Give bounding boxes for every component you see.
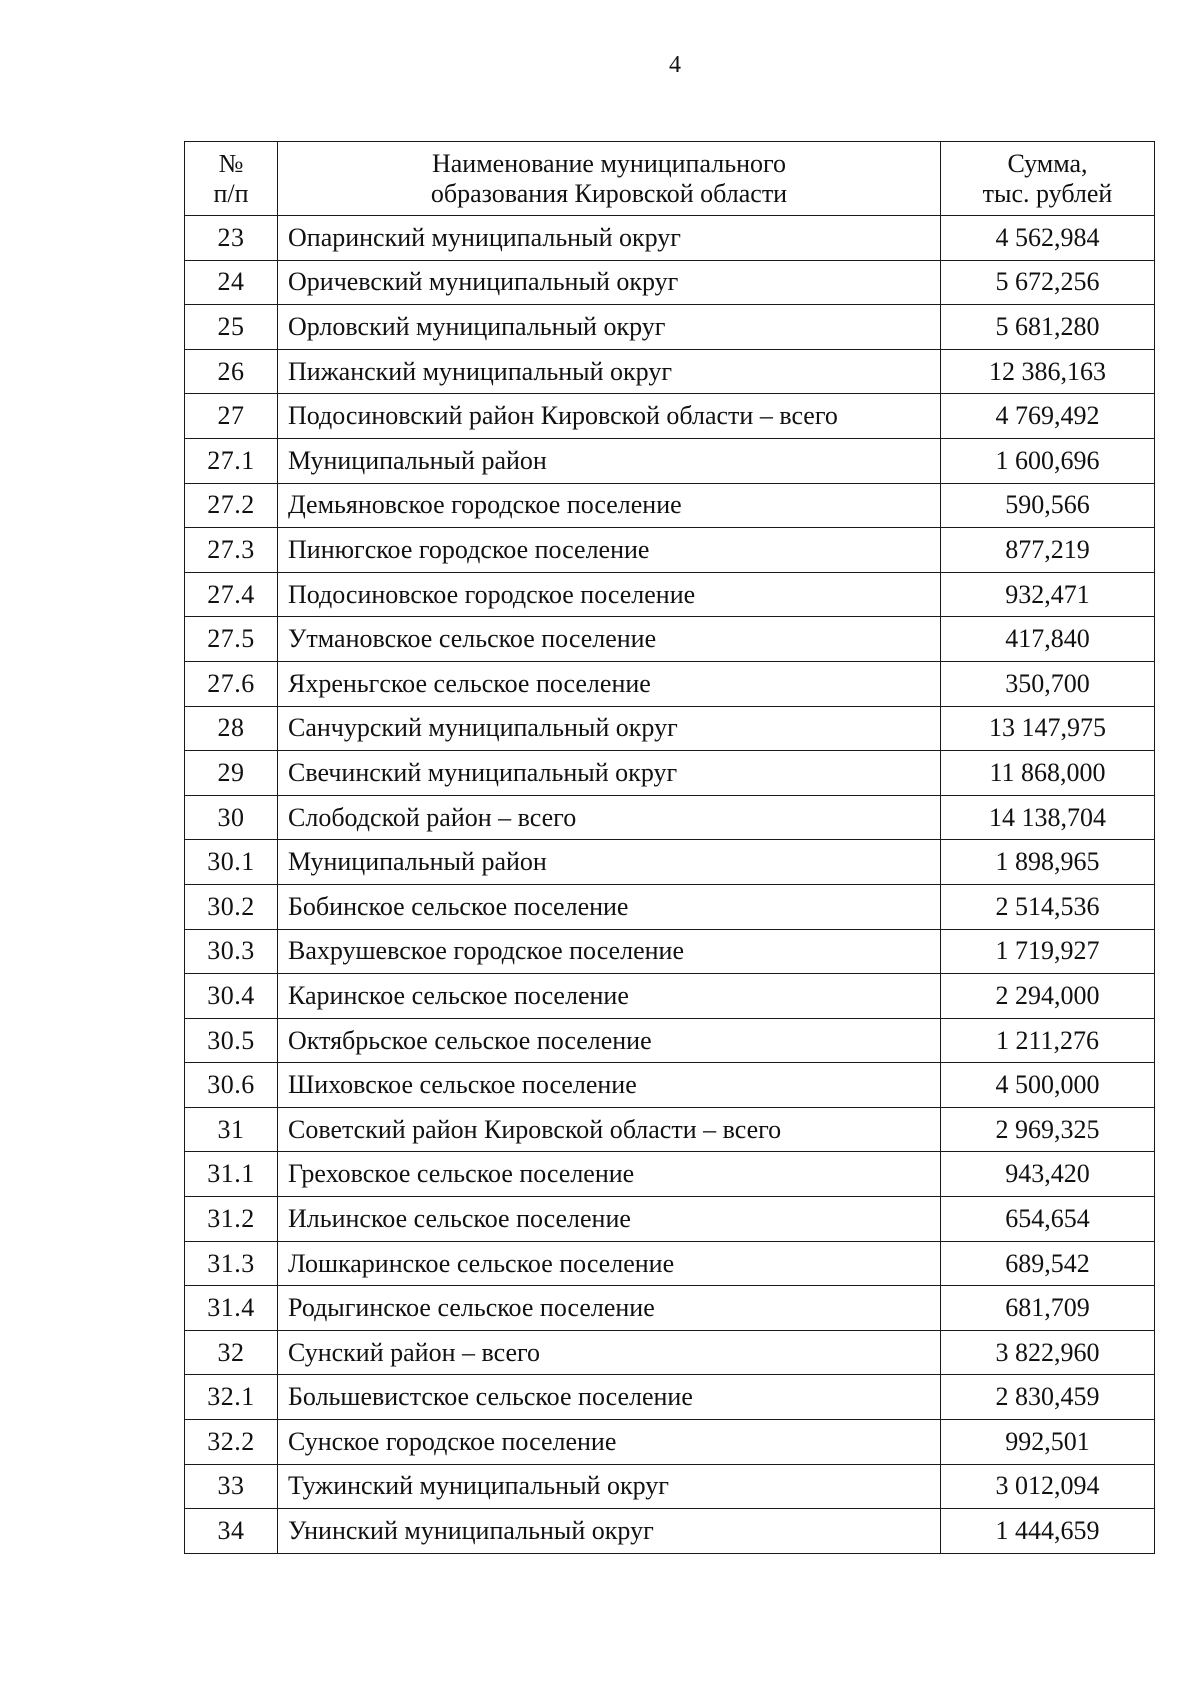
amount: 689,542 [941, 1241, 1155, 1286]
amount: 5 681,280 [941, 305, 1155, 350]
row-number: 30.6 [185, 1063, 278, 1108]
row-number: 33 [185, 1464, 278, 1509]
municipality-name: Шиховское сельское поселение [278, 1063, 941, 1108]
amount: 1 600,696 [941, 438, 1155, 483]
row-number: 29 [185, 751, 278, 796]
amount: 654,654 [941, 1197, 1155, 1242]
header-num [185, 142, 278, 216]
municipality-name: Оричевский муниципальный округ [278, 260, 941, 305]
amount: 3 012,094 [941, 1464, 1155, 1509]
municipality-name: Бобинское сельское поселение [278, 884, 941, 929]
table-row [185, 706, 1155, 751]
municipality-name: Тужинский муниципальный округ [278, 1464, 941, 1509]
row-number: 30 [185, 795, 278, 840]
municipality-name: Вахрушевское городское поселение [278, 929, 941, 974]
table-row [185, 795, 1155, 840]
amount: 2 969,325 [941, 1107, 1155, 1152]
row-number: 27.5 [185, 617, 278, 662]
table-row [185, 528, 1155, 573]
amount: 932,471 [941, 572, 1155, 617]
municipality-name: Орловский муниципальный округ [278, 305, 941, 350]
row-number: 30.5 [185, 1018, 278, 1063]
table-row [185, 1241, 1155, 1286]
row-number: 34 [185, 1509, 278, 1554]
amount: 4 562,984 [941, 216, 1155, 261]
amount: 2 830,459 [941, 1375, 1155, 1420]
municipality-name: Пижанский муниципальный округ [278, 349, 941, 394]
amount: 13 147,975 [941, 706, 1155, 751]
amount: 681,709 [941, 1286, 1155, 1331]
header-row [185, 142, 1155, 216]
table-row [185, 1152, 1155, 1197]
header-num-line1: № [218, 148, 244, 178]
row-number: 27 [185, 394, 278, 439]
row-number: 23 [185, 216, 278, 261]
table-row [185, 1107, 1155, 1152]
row-number: 31 [185, 1107, 278, 1152]
municipality-name: Сунский район – всего [278, 1330, 941, 1375]
municipality-name: Большевистское сельское поселение [278, 1375, 941, 1420]
row-number: 28 [185, 706, 278, 751]
municipality-name: Пинюгское городское поселение [278, 528, 941, 573]
table-row [185, 751, 1155, 796]
municipality-name: Санчурский муниципальный округ [278, 706, 941, 751]
table-row [185, 260, 1155, 305]
table-row [185, 1063, 1155, 1108]
row-number: 27.6 [185, 661, 278, 706]
amount: 4 500,000 [941, 1063, 1155, 1108]
table-row [185, 840, 1155, 885]
row-number: 27.1 [185, 438, 278, 483]
row-number: 30.2 [185, 884, 278, 929]
table-row [185, 1464, 1155, 1509]
table-row [185, 1375, 1155, 1420]
municipality-name: Каринское сельское поселение [278, 974, 941, 1019]
header-sum-line1: Сумма, [1007, 148, 1088, 178]
header-sum [941, 142, 1155, 216]
row-number: 27.3 [185, 528, 278, 573]
municipality-name: Демьяновское городское поселение [278, 483, 941, 528]
municipality-name: Унинский муниципальный округ [278, 1509, 941, 1554]
row-number: 27.4 [185, 572, 278, 617]
amount: 943,420 [941, 1152, 1155, 1197]
row-number: 32 [185, 1330, 278, 1375]
amount: 3 822,960 [941, 1330, 1155, 1375]
row-number: 27.2 [185, 483, 278, 528]
amount: 5 672,256 [941, 260, 1155, 305]
municipality-name: Родыгинское сельское поселение [278, 1286, 941, 1331]
municipality-name: Подосиновский район Кировской области – всего [278, 394, 941, 439]
header-name [278, 142, 941, 216]
table-row [185, 1509, 1155, 1554]
amount: 1 719,927 [941, 929, 1155, 974]
row-number: 24 [185, 260, 278, 305]
table-body [185, 216, 1155, 1554]
amount: 992,501 [941, 1420, 1155, 1465]
municipality-name: Греховское сельское поселение [278, 1152, 941, 1197]
amount: 2 294,000 [941, 974, 1155, 1019]
header-sum-line2: тыс. рублей [982, 178, 1113, 208]
row-number: 31.4 [185, 1286, 278, 1331]
amount: 12 386,163 [941, 349, 1155, 394]
table-header [185, 142, 1155, 216]
amount: 11 868,000 [941, 751, 1155, 796]
municipality-name: Октябрьское сельское поселение [278, 1018, 941, 1063]
table-row [185, 1197, 1155, 1242]
municipality-name: Свечинский муниципальный округ [278, 751, 941, 796]
header-name-line2: образования Кировской области [430, 178, 788, 208]
municipality-name: Советский район Кировской области – всего [278, 1107, 941, 1152]
municipality-name: Слободской район – всего [278, 795, 941, 840]
amount: 1 211,276 [941, 1018, 1155, 1063]
amount: 1 898,965 [941, 840, 1155, 885]
amount: 417,840 [941, 617, 1155, 662]
row-number: 32.1 [185, 1375, 278, 1420]
table-row [185, 929, 1155, 974]
table-row [185, 483, 1155, 528]
municipality-name: Опаринский муниципальный округ [278, 216, 941, 261]
table-row [185, 1018, 1155, 1063]
row-number: 31.2 [185, 1197, 278, 1242]
table-row [185, 661, 1155, 706]
municipality-name: Яхреньгское сельское поселение [278, 661, 941, 706]
municipality-name: Муниципальный район [278, 840, 941, 885]
table-row [185, 1330, 1155, 1375]
table-row [185, 974, 1155, 1019]
table-row [185, 349, 1155, 394]
municipality-name: Сунское городское поселение [278, 1420, 941, 1465]
amount: 877,219 [941, 528, 1155, 573]
municipality-name: Ильинское сельское поселение [278, 1197, 941, 1242]
row-number: 30.4 [185, 974, 278, 1019]
table-row [185, 305, 1155, 350]
row-number: 26 [185, 349, 278, 394]
row-number: 31.3 [185, 1241, 278, 1286]
table-row [185, 394, 1155, 439]
table-row [185, 617, 1155, 662]
row-number: 30.3 [185, 929, 278, 974]
municipality-name: Подосиновское городское поселение [278, 572, 941, 617]
header-name-line1: Наименование муниципального [431, 148, 787, 178]
table-row [185, 572, 1155, 617]
row-number: 31.1 [185, 1152, 278, 1197]
amount: 14 138,704 [941, 795, 1155, 840]
row-number: 32.2 [185, 1420, 278, 1465]
table-row [185, 1286, 1155, 1331]
municipality-name: Утмановское сельское поселение [278, 617, 941, 662]
municipality-name: Муниципальный район [278, 438, 941, 483]
allocation-table [184, 141, 1155, 1554]
table-row [185, 216, 1155, 261]
amount: 590,566 [941, 483, 1155, 528]
page-number: 4 [669, 52, 681, 78]
table-row [185, 1420, 1155, 1465]
amount: 4 769,492 [941, 394, 1155, 439]
table-row [185, 884, 1155, 929]
header-num-line2: п/п [213, 178, 249, 208]
row-number: 30.1 [185, 840, 278, 885]
table-row [185, 438, 1155, 483]
amount: 2 514,536 [941, 884, 1155, 929]
row-number: 25 [185, 305, 278, 350]
amount: 350,700 [941, 661, 1155, 706]
municipality-name: Лошкаринское сельское поселение [278, 1241, 941, 1286]
amount: 1 444,659 [941, 1509, 1155, 1554]
